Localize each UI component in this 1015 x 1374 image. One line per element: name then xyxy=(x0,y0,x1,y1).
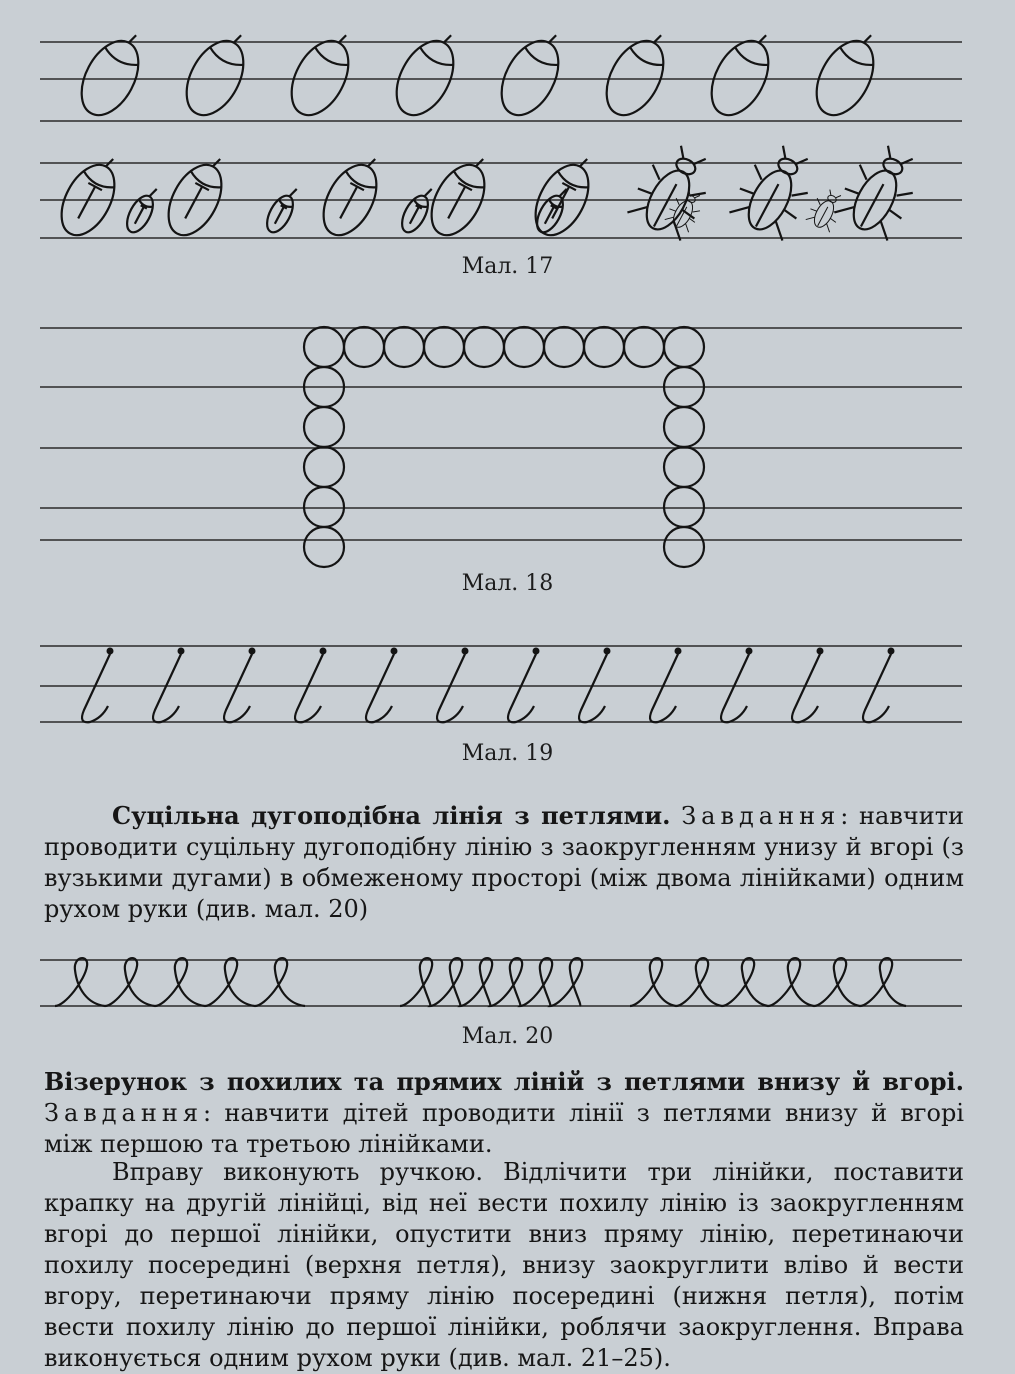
start-dot xyxy=(888,648,895,655)
beetle-leg xyxy=(638,187,652,196)
acorn-body xyxy=(490,31,570,124)
hook-line xyxy=(579,654,607,722)
hook-line xyxy=(508,654,536,722)
beetle-leg xyxy=(810,208,816,212)
acorn xyxy=(280,23,365,125)
hook-line xyxy=(437,654,465,722)
beetle-leg xyxy=(729,200,749,219)
acorn-body xyxy=(595,31,675,124)
beetle-leg xyxy=(669,208,675,212)
acorn xyxy=(70,23,155,125)
looped-line-set xyxy=(400,958,582,1006)
acorn xyxy=(313,147,392,244)
acorn-cap-line xyxy=(732,47,768,70)
acorn-mark xyxy=(448,187,465,219)
acorn-cap-line xyxy=(522,47,558,70)
beetle-leg xyxy=(855,165,871,180)
writing-lines-18 xyxy=(40,328,962,540)
acorn xyxy=(175,23,260,125)
frame-circle xyxy=(504,327,544,367)
acorn-stem xyxy=(149,188,156,198)
acorn-cap-line xyxy=(102,47,138,70)
acorn xyxy=(490,23,575,125)
acorn-mark xyxy=(410,207,419,224)
frame-circle xyxy=(664,407,704,447)
acorn-beetle-row xyxy=(51,137,929,244)
beetle-leg xyxy=(883,146,895,159)
acorn-cap-line xyxy=(417,47,453,70)
section-1-heading: Суцільна дугоподібна лінія з петлями. xyxy=(112,801,671,830)
frame-circle xyxy=(464,327,504,367)
frame-circle xyxy=(384,327,424,367)
frame-circle xyxy=(304,527,344,567)
start-dot xyxy=(107,648,114,655)
frame-circle xyxy=(664,327,704,367)
acorn xyxy=(385,23,470,125)
beetle-leg xyxy=(750,165,766,180)
looped-lines xyxy=(55,958,906,1006)
acorn-body xyxy=(385,31,465,124)
start-dot xyxy=(675,648,682,655)
acorn-body xyxy=(280,31,360,124)
section-1-paragraph xyxy=(44,800,964,925)
hook-line xyxy=(792,654,820,722)
task-word-2: Завдання xyxy=(44,1099,203,1127)
frame-circle xyxy=(304,327,344,367)
beetle xyxy=(625,137,722,243)
acorn-cap-line xyxy=(207,47,243,70)
beetle-head xyxy=(881,156,905,178)
beetle-leg xyxy=(806,214,815,223)
beetle-leg xyxy=(834,200,854,219)
hook-line xyxy=(863,654,891,722)
acorn-body xyxy=(175,31,255,124)
figure-17-caption: Мал. 17 xyxy=(461,254,554,279)
acorn xyxy=(700,23,785,125)
acorn-mark xyxy=(545,207,554,224)
beetle-leg xyxy=(888,210,902,219)
frame-circle xyxy=(304,447,344,487)
circle-frame xyxy=(304,327,704,567)
start-dot xyxy=(533,648,540,655)
beetle-leg xyxy=(830,218,836,222)
beetle-leg xyxy=(828,190,833,196)
beetle-leg xyxy=(845,187,859,196)
beetle-leg xyxy=(674,198,681,205)
figure-18-caption: Мал. 18 xyxy=(461,571,554,596)
figure-20 xyxy=(0,940,1015,1025)
beetle-leg xyxy=(778,146,790,159)
beetle-leg xyxy=(689,218,695,222)
acorn-mark xyxy=(275,207,284,224)
hook-line xyxy=(224,654,252,722)
acorn-body xyxy=(700,31,780,124)
hook-line xyxy=(82,654,110,722)
hook-line xyxy=(721,654,749,722)
frame-circle xyxy=(424,327,464,367)
acorn-mark xyxy=(135,207,144,224)
beetle-head xyxy=(674,156,698,178)
beetle-leg xyxy=(648,165,664,180)
figure-19-caption: Мал. 19 xyxy=(461,741,554,766)
figure-19 xyxy=(0,610,1015,740)
acorn-cap-line xyxy=(837,47,873,70)
frame-circle xyxy=(304,487,344,527)
acorn xyxy=(595,23,680,125)
frame-circle xyxy=(544,327,584,367)
start-dot xyxy=(178,648,185,655)
writing-lines-17 xyxy=(40,42,962,238)
acorn-mark xyxy=(340,187,357,219)
frame-circle xyxy=(584,327,624,367)
acorn-mark xyxy=(185,187,202,219)
beetle-head xyxy=(827,194,838,204)
start-dot xyxy=(462,648,469,655)
looped-line-set xyxy=(630,958,906,1006)
start-dot xyxy=(249,648,256,655)
acorn xyxy=(158,147,237,244)
start-dot xyxy=(817,648,824,655)
figure-20-caption: Мал. 20 xyxy=(461,1024,554,1049)
hook-line xyxy=(153,654,181,722)
acorn-cap-line xyxy=(312,47,348,70)
beetle-leg xyxy=(676,146,688,159)
acorn-body xyxy=(70,31,150,124)
frame-circle xyxy=(664,487,704,527)
task-word: Завдання xyxy=(681,802,841,830)
start-dot xyxy=(746,648,753,655)
section-2-paragraph xyxy=(44,1066,964,1160)
acorn-body xyxy=(805,31,885,124)
beetle-leg xyxy=(627,200,647,219)
beetle-leg xyxy=(693,208,700,215)
frame-circle xyxy=(624,327,664,367)
figure-18 xyxy=(0,300,1015,570)
beetle-leg xyxy=(740,187,754,196)
section-2-body: Вправу виконують ручкою. Відлічити три лінійки, поставити крапку на другій лінійці, від неї вести похилу лінію із заокругленням вгорі до першої лінійки, опустити вниз пряму лінію, перетинаючи похилу посередині (верхня петля), внизу заокруглити вліво й вести вгору, перетинаючи пряму лінію посередині (нижня петля), потім вести похилу лінію до першої лінійки, роблячи заокруглення. Вправа виконується одним рухом руки (див. мал. 21–25). xyxy=(44,1158,964,1372)
beetle xyxy=(832,137,929,243)
acorn xyxy=(122,183,163,237)
start-dot xyxy=(604,648,611,655)
hook-line xyxy=(295,654,323,722)
frame-circle xyxy=(304,407,344,447)
section-2-text: : навчити дітей проводити лінії з петлями внизу й вгорі між першою та третьою лінійками. xyxy=(44,1099,964,1158)
start-dot xyxy=(320,648,327,655)
frame-circle xyxy=(664,447,704,487)
acorn xyxy=(805,23,890,125)
beetle-head xyxy=(776,156,800,178)
beetle-leg xyxy=(834,208,841,215)
hook-line xyxy=(366,654,394,722)
hook-line xyxy=(650,654,678,722)
acorn xyxy=(421,147,500,244)
hooked-lines xyxy=(82,648,895,723)
frame-circle xyxy=(344,327,384,367)
acorn-stem xyxy=(289,188,296,198)
looped-line-set xyxy=(55,958,305,1006)
frame-circle xyxy=(664,527,704,567)
acorn-stem xyxy=(424,188,431,198)
section-1-text: : навчити проводити суцільну дугоподібну лінію з заокругленням унизу й вгорі (з вузькими дугами) в обмеженому просторі (між двома лінійками) одним рухом руки (див. мал. 20) xyxy=(44,802,964,923)
acorn-mark xyxy=(78,187,95,219)
acorn xyxy=(262,183,303,237)
section-2-heading: Візерунок з похилих та прямих ліній з петлями внизу й вгорі. xyxy=(44,1067,964,1096)
start-dot xyxy=(391,648,398,655)
acorn-cap-line xyxy=(627,47,663,70)
acorn xyxy=(51,147,130,244)
beetle-leg xyxy=(815,198,822,205)
beetle-leg xyxy=(783,210,797,219)
acorn-row xyxy=(70,23,890,125)
beetle xyxy=(727,137,824,243)
figure-17 xyxy=(0,0,1015,250)
acorn xyxy=(525,147,604,244)
